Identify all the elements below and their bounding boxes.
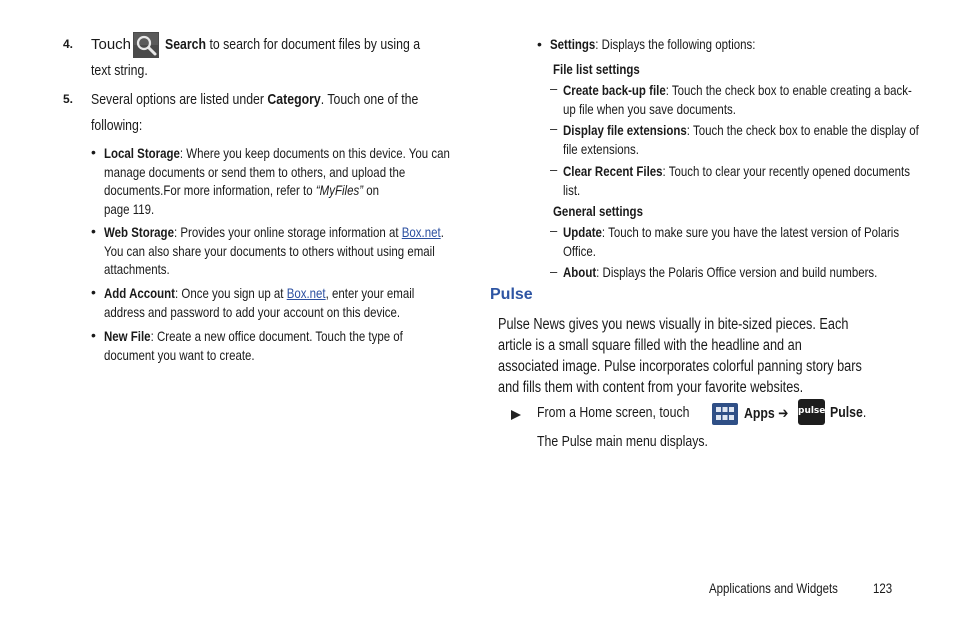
step-4-touch: Touch [91,36,132,53]
web-storage-label: Web Storage [104,224,174,240]
dash-marker: – [550,223,558,238]
search-label: Search [165,36,207,53]
apps-label: Apps [744,405,775,422]
new-file-label: New File [104,328,151,344]
local-storage-label: Local Storage [104,145,180,161]
local-storage-item: Local Storage: Where you keep documents on this device. You can manage documents or send them to others, and upload the documents.For more information, refer to “MyFiles” on page 119. [104,145,450,217]
dash-marker: – [550,121,558,136]
pulse-app-icon [798,399,825,425]
step-5-number: 5. [63,92,74,106]
about-label: About [563,264,597,280]
pulse-label: Pulse [830,404,863,421]
bullet-dot: • [91,223,96,239]
about-item: About: Displays the Polaris Office version and build numbers. [563,264,878,280]
step-4-desc: to search for document files by using a [209,36,421,53]
display-ext-item: Display file extensions: Touch the check box to enable the display of file extensions. [563,122,919,157]
bullet-dot: • [91,284,96,300]
pulse-step-text: From a Home screen, touch [537,404,690,421]
pulse-description-line: associated image. Pulse incorporates colorful panning story bars [498,358,862,375]
triangle-bullet-icon [510,408,522,426]
general-settings-heading: General settings [553,203,643,219]
new-file-item: New File: Create a new office document. Touch the type of document you want to create. [104,328,403,363]
arrow-icon: ➔ [778,405,789,422]
apps-step-label [744,404,798,422]
create-backup-item: Create back-up file: Touch the check box to enable creating a back- up file when you save documents. [563,82,912,117]
pulse-description-line: article is a small square filled with the headline and an [498,337,802,354]
pulse-description-line: and fills them with content from your favorite websites. [498,379,804,396]
box-net-link[interactable]: Box.net [401,224,441,240]
pulse-section-heading: Pulse [490,286,533,303]
add-account-item: Add Account: Once you sign up at Box.net, enter your email address and password to add your account on this device. [104,285,415,320]
web-storage-item: Web Storage: Provides your online storage information at Box.net. You can also share your documents to others without using email attachments. [104,224,444,277]
bullet-dot: • [91,327,96,343]
create-backup-label: Create back-up file [563,82,666,98]
dash-marker: – [550,81,558,96]
dash-marker: – [550,264,558,279]
display-ext-label: Display file extensions [563,122,687,138]
settings-item: Settings: Displays the following options: [550,36,756,52]
step-4-text [165,36,476,53]
add-account-label: Add Account [104,285,176,301]
clear-recent-label: Clear Recent Files [563,163,663,179]
step-5-line-1: Several options are listed under Category. Touch one of the [91,91,419,108]
myfiles-reference: “MyFiles” [315,182,364,198]
step-4-number: 4. [63,37,74,51]
category-label: Category [267,91,321,108]
step-5-line-2: following: [91,117,143,134]
step-4-continued: text string. [91,62,148,79]
update-item: Update: Touch to make sure you have the latest version of Polaris Office. [563,224,900,259]
file-list-settings-heading: File list settings [553,61,640,77]
bullet-dot: • [91,144,96,160]
update-label: Update [563,224,602,240]
box-net-link[interactable]: Box.net [286,285,326,301]
clear-recent-item: Clear Recent Files: Touch to clear your recently opened documents list. [563,163,910,198]
apps-grid-icon [712,403,738,425]
footer-section-title: Applications and Widgets [709,580,838,596]
pulse-step-label: Pulse. [830,404,867,421]
search-icon [133,32,159,58]
page-number: 123 [873,580,893,596]
pulse-result-text: The Pulse main menu displays. [537,433,708,450]
bullet-dot: • [537,36,542,52]
pulse-app-icon-label: pulse [798,406,826,416]
dash-marker: – [550,162,558,177]
pulse-description-line: Pulse News gives you news visually in bite-sized pieces. Each [498,316,849,333]
settings-label: Settings [550,36,596,52]
pulse-description [498,314,942,398]
